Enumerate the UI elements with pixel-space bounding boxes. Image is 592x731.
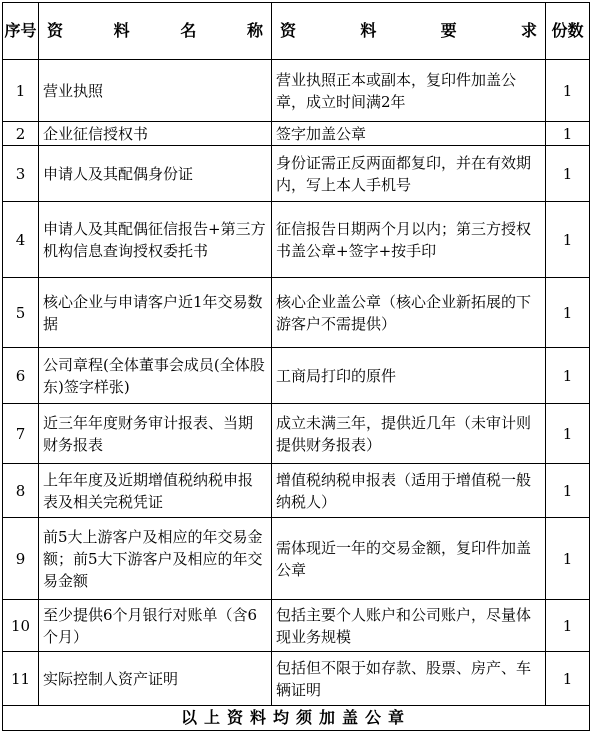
row-name: 核心企业与申请客户近1年交易数据 xyxy=(39,278,272,348)
table-row xyxy=(3,652,590,706)
row-quantity: 1 xyxy=(546,146,590,202)
header-row xyxy=(3,3,590,60)
row-num: 10 xyxy=(3,600,39,652)
row-num: 3 xyxy=(3,146,39,202)
header-name: 资料名称 xyxy=(39,3,272,60)
document-requirements-table xyxy=(2,2,590,731)
row-requirement: 包括但不限于如存款、股票、房产、车辆证明 xyxy=(272,652,546,706)
row-quantity: 1 xyxy=(546,600,590,652)
row-name: 至少提供6个月银行对账单（含6个月） xyxy=(39,600,272,652)
table-row xyxy=(3,404,590,464)
row-quantity: 1 xyxy=(546,518,590,600)
table-row xyxy=(3,278,590,348)
row-requirement: 包括主要个人账户和公司账户，尽量体现业务规模 xyxy=(272,600,546,652)
row-quantity: 1 xyxy=(546,60,590,122)
footer-note: 以上资料均须加盖公章 xyxy=(3,706,590,731)
row-num: 7 xyxy=(3,404,39,464)
row-name: 公司章程(全体董事会成员(全体股东)签字样张) xyxy=(39,348,272,404)
row-num: 1 xyxy=(3,60,39,122)
header-requirement: 资料要求 xyxy=(272,3,546,60)
table-row xyxy=(3,202,590,278)
row-name: 近三年年度财务审计报表、当期财务报表 xyxy=(39,404,272,464)
row-quantity: 1 xyxy=(546,122,590,146)
row-name: 企业征信授权书 xyxy=(39,122,272,146)
table-row xyxy=(3,518,590,600)
row-name: 营业执照 xyxy=(39,60,272,122)
row-requirement: 签字加盖公章 xyxy=(272,122,546,146)
row-num: 8 xyxy=(3,464,39,518)
row-requirement: 核心企业盖公章（核心企业新拓展的下游客户不需提供） xyxy=(272,278,546,348)
table-row xyxy=(3,60,590,122)
table-row xyxy=(3,600,590,652)
row-name: 前5大上游客户及相应的年交易金额；前5大下游客户及相应的年交易金额 xyxy=(39,518,272,600)
header-quantity: 份数 xyxy=(546,3,590,60)
row-quantity: 1 xyxy=(546,202,590,278)
row-quantity: 1 xyxy=(546,278,590,348)
table-row xyxy=(3,464,590,518)
row-requirement: 身份证需正反两面都复印，并在有效期内，写上本人手机号 xyxy=(272,146,546,202)
row-name: 申请人及其配偶征信报告+第三方机构信息查询授权委托书 xyxy=(39,202,272,278)
row-quantity: 1 xyxy=(546,404,590,464)
row-name: 申请人及其配偶身份证 xyxy=(39,146,272,202)
row-num: 2 xyxy=(3,122,39,146)
row-requirement: 成立未满三年，提供近几年（未审计则提供财务报表） xyxy=(272,404,546,464)
row-quantity: 1 xyxy=(546,464,590,518)
row-requirement: 需体现近一年的交易金额，复印件加盖公章 xyxy=(272,518,546,600)
row-num: 4 xyxy=(3,202,39,278)
row-requirement: 工商局打印的原件 xyxy=(272,348,546,404)
row-num: 9 xyxy=(3,518,39,600)
table-row xyxy=(3,348,590,404)
header-num: 序号 xyxy=(3,3,39,60)
row-requirement: 增值税纳税申报表（适用于增值税一般纳税人） xyxy=(272,464,546,518)
row-requirement: 营业执照正本或副本，复印件加盖公章，成立时间满2年 xyxy=(272,60,546,122)
table-row xyxy=(3,146,590,202)
row-quantity: 1 xyxy=(546,348,590,404)
table-row xyxy=(3,122,590,146)
row-name: 上年年度及近期增值税纳税申报表及相关完税凭证 xyxy=(39,464,272,518)
footer-row xyxy=(3,706,590,731)
row-quantity: 1 xyxy=(546,652,590,706)
row-num: 5 xyxy=(3,278,39,348)
row-name: 实际控制人资产证明 xyxy=(39,652,272,706)
row-num: 6 xyxy=(3,348,39,404)
row-num: 11 xyxy=(3,652,39,706)
row-requirement: 征信报告日期两个月以内；第三方授权书盖公章+签字+按手印 xyxy=(272,202,546,278)
